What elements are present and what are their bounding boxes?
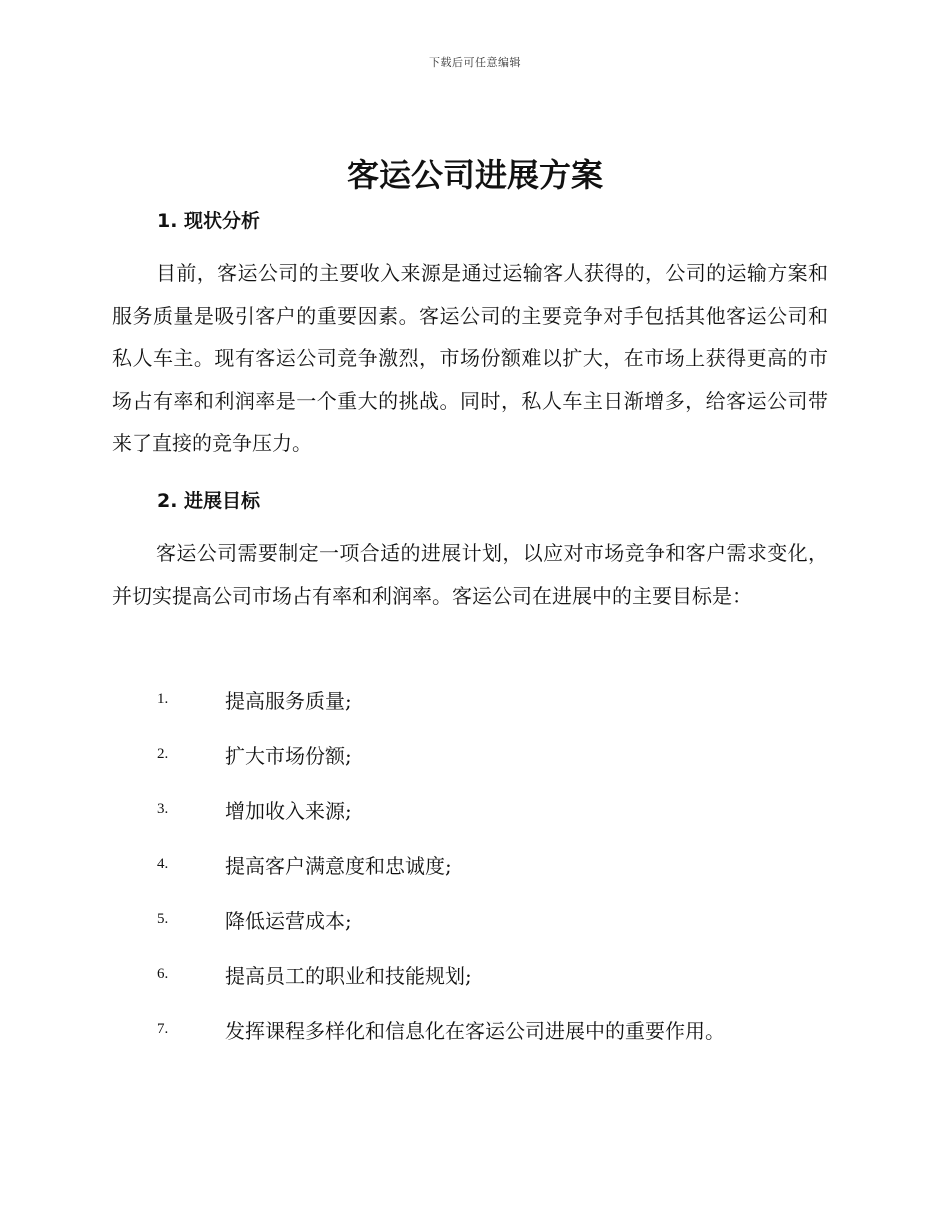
list-item-number: 6. <box>157 966 169 982</box>
list-item-number: 4. <box>157 856 169 872</box>
list-item <box>157 672 725 727</box>
list-item-number: 2. <box>157 746 169 762</box>
list-item-text: 提高服务质量; <box>225 689 352 713</box>
list-item-text: 扩大市场份额; <box>225 744 352 768</box>
list-item-text: 增加收入来源; <box>225 799 352 823</box>
list-item-number: 5. <box>157 911 169 927</box>
goals-list <box>157 672 725 1057</box>
list-item-number: 1. <box>157 691 169 707</box>
section-heading-status: 1. 现状分析 <box>157 210 261 232</box>
paragraph-status-analysis: 目前，客运公司的主要收入来源是通过运输客人获得的，公司的运输方案和服务质量是吸引客户的重要因素。客运公司的主要竞争对手包括其他客运公司和私人车主。现有客运公司竞争激烈，市场份额难以扩大，在市场上获得更高的市场占有率和利润率是一个重大的挑战。同时，私人车主日渐增多，给客运公司带来了直接的竞争压力。 <box>112 261 828 455</box>
list-item-text: 发挥课程多样化和信息化在客运公司进展中的重要作用。 <box>225 1019 725 1043</box>
list-item <box>157 837 725 892</box>
list-item <box>157 892 725 947</box>
paragraph-goals-intro: 客运公司需要制定一项合适的进展计划，以应对市场竞争和客户需求变化，并切实提高公司市场占有率和利润率。客运公司在进展中的主要目标是： <box>112 541 828 608</box>
list-item <box>157 1002 725 1057</box>
list-item <box>157 727 725 782</box>
list-item-number: 7. <box>157 1021 169 1037</box>
section-heading-goals: 2. 进展目标 <box>157 490 261 512</box>
list-item-number: 3. <box>157 801 169 817</box>
list-item <box>157 782 725 837</box>
document-title: 客运公司进展方案 <box>346 156 603 194</box>
list-item-text: 提高客户满意度和忠诚度; <box>225 854 452 878</box>
list-item <box>157 947 725 1002</box>
list-item-text: 提高员工的职业和技能规划; <box>225 964 472 988</box>
list-item-text: 降低运营成本; <box>225 909 352 933</box>
page-header-note: 下载后可任意编辑 <box>429 56 521 69</box>
